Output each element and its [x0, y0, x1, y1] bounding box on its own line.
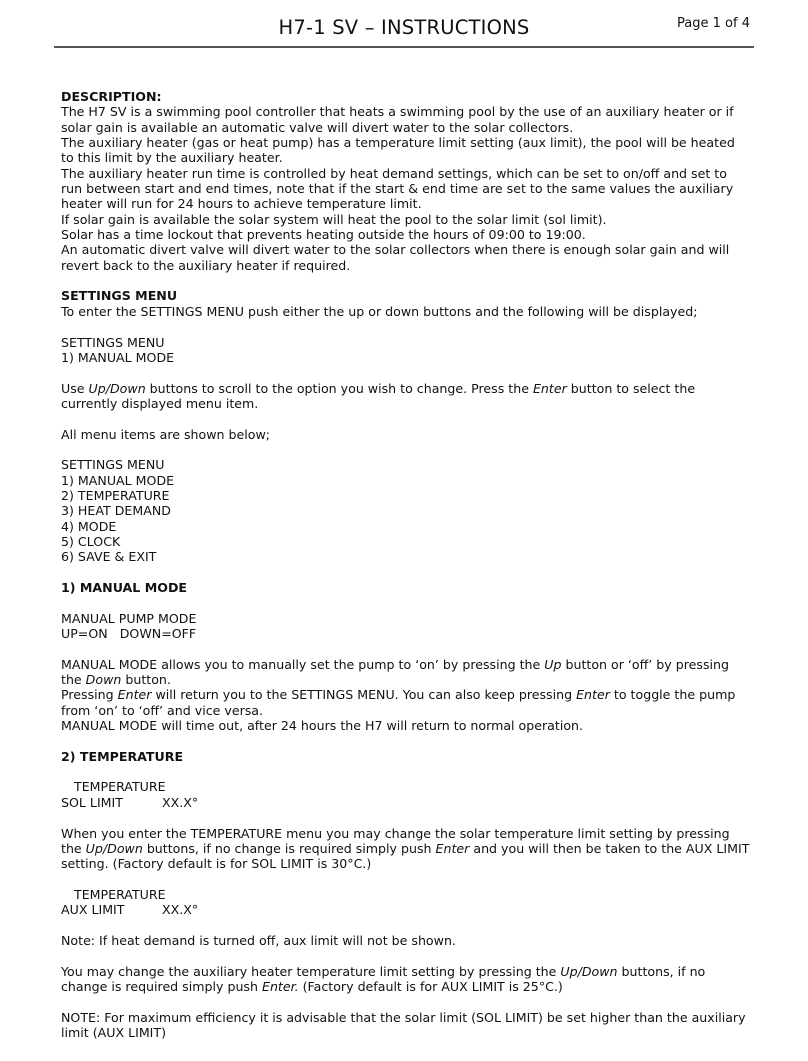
description-paragraph: The auxiliary heater run time is controlled by heat demand settings, which can be set to on/off and set to run between start and end times, note that if the start & end time are set to the same values the auxiliary heater will run for 24 hours to achieve temperature limit. — [61, 165, 734, 212]
menu-list-title: SETTINGS MENU — [61, 457, 165, 473]
description-paragraph: The auxiliary heater (gas or heat pump) has a temperature limit setting (aux limit), the pool will be heated to this limit by the auxiliary heater. — [61, 135, 735, 166]
menu-list-item: 5) CLOCK — [61, 533, 121, 549]
description-paragraph: If solar gain is available the solar system will heat the pool to the solar limit (sol limit). — [61, 211, 607, 227]
temperature-note: NOTE: For maximum efficiency it is advisable that the solar limit (SOL LIMIT) be set higher than the auxiliary limit (AUX LIMIT) — [61, 1009, 746, 1040]
display-line: UP=ON DOWN=OFF — [61, 626, 197, 642]
display-line: 1) MANUAL MODE — [61, 349, 175, 365]
temperature-paragraph: When you enter the TEMPERATURE menu you may change the solar temperature limit setting by pressing the Up/Down buttons, if no change is required simply push Enter and you will then be taken to the AUX LIMIT setting. (Factory default is for SOL LIMIT is 30°C.) — [61, 825, 750, 872]
display-line: TEMPERATURE — [74, 779, 166, 795]
temperature-heading: 2) TEMPERATURE — [61, 748, 184, 764]
display-line: TEMPERATURE — [74, 886, 166, 902]
display-line: MANUAL PUMP MODE — [61, 610, 197, 626]
settings-menu-intro: To enter the SETTINGS MENU push either the up or down buttons and the following will be displayed; — [61, 303, 698, 319]
document-body — [61, 89, 751, 1040]
temperature-paragraph: You may change the auxiliary heater temperature limit setting by pressing the Up/Down buttons, if no change is required simply push Enter. (Factory default is for AUX LIMIT is 25°C.) — [61, 963, 706, 994]
manual-mode-paragraph: MANUAL MODE allows you to manually set the pump to ‘on’ by pressing the Up button or ‘off’ by pressing the Down button. — [61, 656, 729, 688]
header-divider — [54, 46, 754, 48]
description-paragraph: The H7 SV is a swimming pool controller that heats a swimming pool by the use of an auxiliary heater or if solar gain is available an automatic valve will divert water to the solar collectors. — [61, 104, 734, 135]
display-line: SETTINGS MENU — [61, 334, 165, 350]
settings-menu-usage: Use Up/Down buttons to scroll to the option you wish to change. Press the Enter button to select the currently displayed menu item. — [61, 380, 696, 411]
menu-list-item: 3) HEAT DEMAND — [61, 503, 171, 519]
description-paragraph: Solar has a time lockout that prevents heating outside the hours of 09:00 to 19:00. — [61, 227, 586, 243]
temperature-note: Note: If heat demand is turned off, aux limit will not be shown. — [61, 932, 456, 948]
menu-list-item: 6) SAVE & EXIT — [61, 549, 157, 565]
settings-menu-heading: SETTINGS MENU — [61, 288, 178, 304]
manual-mode-paragraph: Pressing Enter will return you to the SETTINGS MENU. You can also keep pressing Enter to toggle the pump from ‘on’ to ‘off’ and vice versa. — [61, 687, 736, 718]
menu-list-item: 4) MODE — [61, 518, 117, 534]
display-line: SOL LIMIT XX.X° — [61, 794, 199, 810]
all-items-intro: All menu items are shown below; — [61, 426, 271, 442]
menu-list-item: 2) TEMPERATURE — [61, 487, 170, 503]
menu-list-item: 1) MANUAL MODE — [61, 472, 175, 488]
manual-mode-heading: 1) MANUAL MODE — [61, 580, 188, 595]
page-number: Page 1 of 4 — [677, 16, 750, 31]
display-line: AUX LIMIT XX.X° — [61, 902, 199, 918]
description-paragraph: An automatic divert valve will divert water to the solar collectors when there is enough solar gain and will revert back to the auxiliary heater if required. — [61, 242, 730, 273]
manual-mode-paragraph: MANUAL MODE will time out, after 24 hours the H7 will return to normal operation. — [61, 718, 584, 734]
page-title: H7-1 SV – INSTRUCTIONS — [278, 16, 530, 39]
description-heading: DESCRIPTION: — [61, 89, 162, 104]
